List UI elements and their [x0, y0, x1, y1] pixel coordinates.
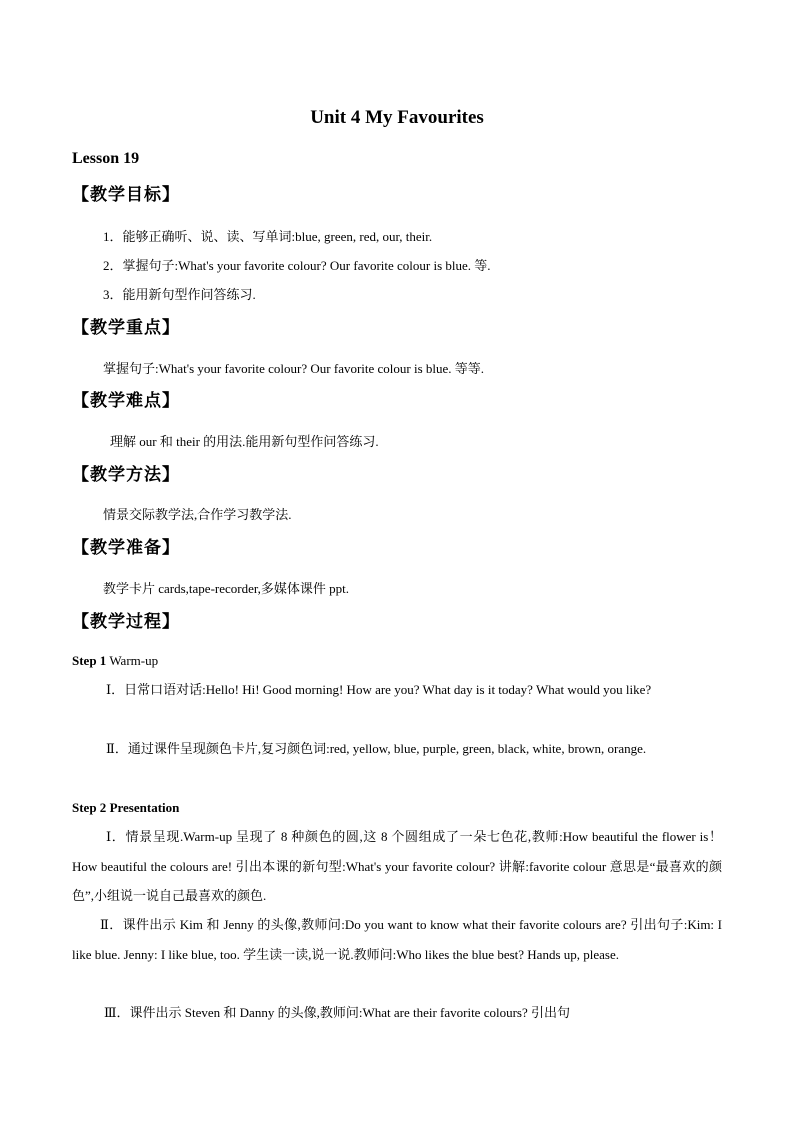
section-heading-preparation: 【教学准备】	[72, 538, 180, 558]
step-1-name: Warm-up	[109, 653, 159, 668]
step-1-paragraph-1: Ⅰ．日常口语对话:Hello! Hi! Good morning! How are you? What day is it today? What would you like?	[106, 682, 652, 697]
step-2-paragraph-1: Ⅰ．情景呈现.Warm-up 呈现了 8 种颜色的圆,这 8 个圆组成了一朵七色花,教师:How beautiful the flower is！ How beautiful the colours are! 引出本课的新句型:What's your favorite colour? 讲解:favorite colour 意思是“最喜欢的颜色”,小组说一说自己最喜欢的颜色.	[72, 829, 722, 903]
goal-item-2: 2．掌握句子:What's your favorite colour? Our favorite colour is blue. 等.	[103, 258, 491, 273]
step-2-name: Presentation	[109, 800, 180, 815]
methods-text: 情景交际教学法,合作学习教学法.	[103, 507, 292, 522]
preparation-text: 教学卡片 cards,tape-recorder,多媒体课件 ppt.	[103, 581, 350, 596]
section-heading-difficulties: 【教学难点】	[72, 391, 180, 411]
difficulties-text: 理解 our 和 their 的用法.能用新句型作问答练习.	[110, 434, 379, 449]
step-2-paragraph-2: Ⅱ．课件出示 Kim 和 Jenny 的头像,教师问:Do you want to know what their favorite colours are? 引出句子:Kim: I like blue. Jenny: I like blue, too. 学生读一读,说一说.教师问:Who likes the blue best? Hands up, please.	[72, 917, 722, 962]
goal-item-3: 3．能用新句型作问答练习.	[103, 287, 256, 302]
step-2-paragraph-3: Ⅲ．课件出示 Steven 和 Danny 的头像,教师问:What are their favorite colours? 引出句	[104, 1005, 570, 1020]
section-heading-process: 【教学过程】	[72, 612, 180, 632]
page-title: Unit 4 My Favourites	[310, 107, 484, 128]
step-1-paragraph-2: Ⅱ．通过课件呈现颜色卡片,复习颜色词:red, yellow, blue, purple, green, black, white, brown, orange.	[106, 741, 647, 756]
goal-item-1: 1．能够正确听、说、读、写单词:blue, green, red, our, their.	[103, 229, 433, 244]
section-heading-goals: 【教学目标】	[72, 185, 180, 205]
section-heading-methods: 【教学方法】	[72, 465, 180, 485]
step-1-title	[72, 653, 158, 669]
step-2-title	[72, 800, 179, 816]
section-heading-key-points: 【教学重点】	[72, 318, 180, 338]
step-1-label: Step 1	[72, 653, 107, 668]
step-2-label: Step 2	[72, 800, 107, 815]
key-points-text: 掌握句子:What's your favorite colour? Our favorite colour is blue. 等等.	[103, 361, 485, 376]
lesson-label: Lesson 19	[72, 150, 140, 167]
